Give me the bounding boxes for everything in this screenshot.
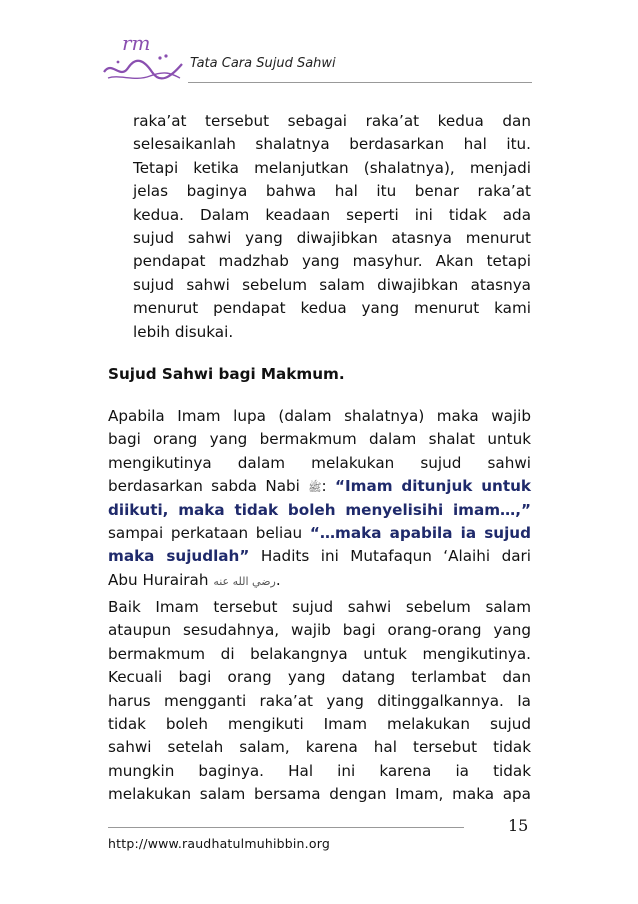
salawat-symbol: ﷺ (308, 481, 322, 495)
paragraph-line (108, 475, 531, 498)
running-title: Tata Cara Sujud Sahwi (190, 56, 336, 71)
header-rule (188, 82, 532, 83)
paragraph-line: harus mengganti raka’at yang ditinggalkannya. Ia (108, 691, 531, 710)
paragraph-line: mungkin baginya. Hal ini karena ia tidak (108, 761, 531, 780)
paragraph-line (108, 569, 531, 592)
paragraph-line (108, 545, 531, 568)
paragraph-line: sujud sahwi sebelum salam diwajibkan atasnya (133, 275, 531, 294)
hadith-quote: diikuti, maka tidak boleh menyelisihi imam…,” (108, 500, 531, 519)
text-run: Hadits ini Mutafaqun ‘Alaihi dari (249, 547, 532, 566)
paragraph-line: menurut pendapat kedua yang menurut kami (133, 299, 531, 318)
paragraph-line: raka’at tersebut sebagai raka’at kedua dan (133, 112, 531, 130)
paragraph-line: selesaikanlah shalatnya berdasarkan hal itu. (133, 135, 531, 154)
makmum-paragraph (108, 405, 531, 592)
paragraph-line: ataupun sesudahnya, wajib bagi orang-orang yang (108, 621, 531, 640)
logo-graphic (100, 30, 186, 84)
paragraph-line (108, 522, 531, 545)
paragraph-line: jelas baginya bahwa hal itu benar raka’at (133, 182, 531, 201)
paragraph-line: kedua. Dalam keadaan seperti ini tidak ada (133, 205, 531, 224)
paragraph-line: Apabila Imam lupa (dalam shalatnya) maka wajib (108, 407, 531, 425)
text-run: . (275, 570, 281, 589)
second-paragraph (108, 596, 531, 807)
text-run: berdasarkan sabda Nabi (108, 477, 309, 496)
footer-url[interactable]: http://www.raudhatulmuhibbin.org (108, 836, 330, 851)
footer-rule (108, 827, 464, 828)
paragraph-line: sujud sahwi yang diwajibkan atasnya menurut (133, 228, 531, 247)
continued-paragraph (133, 110, 531, 344)
section-heading: Sujud Sahwi bagi Makmum. (108, 365, 345, 383)
paragraph-line: tidak boleh mengikuti Imam melakukan sujud (108, 714, 531, 733)
hadith-quote: “…maka apabila ia sujud (309, 523, 531, 542)
paragraph-line: pendapat madzhab yang masyhur. Akan tetapi (133, 252, 531, 271)
paragraph-line: Baik Imam tersebut sujud sahwi sebelum salam (108, 598, 531, 616)
paragraph-line: bagi orang yang bermakmum dalam shalat untuk (108, 430, 531, 449)
page-header (100, 22, 532, 86)
paragraph-line: mengikutinya dalam melakukan sujud sahwi (108, 453, 531, 472)
paragraph-line (108, 499, 531, 522)
paragraph-line: lebih disukai. (133, 322, 234, 341)
paragraph-line: sahwi setelah salam, karena hal tersebut tidak (108, 738, 531, 757)
paragraph-line: melakukan salam bersama dengan Imam, maka apa (108, 785, 531, 804)
paragraph-line: bermakmum di belakangnya untuk mengikutinya. (108, 644, 531, 663)
publisher-logo (100, 30, 186, 84)
radhiyallahu-symbol: رضي الله عنه (213, 574, 276, 588)
hadith-quote: maka sujudlah” (108, 547, 250, 566)
text-run: : (321, 477, 335, 496)
page-number: 15 (508, 816, 529, 835)
text-run: sampai perkataan beliau (108, 523, 310, 542)
logo-text: rm (122, 31, 151, 55)
hadith-quote: “Imam ditunjuk untuk (334, 477, 532, 496)
paragraph-line: Tetapi ketika melanjutkan (shalatnya), menjadi (133, 158, 531, 177)
text-run: Abu Hurairah (108, 570, 214, 589)
paragraph-line: Kecuali bagi orang yang datang terlambat dan (108, 668, 531, 687)
